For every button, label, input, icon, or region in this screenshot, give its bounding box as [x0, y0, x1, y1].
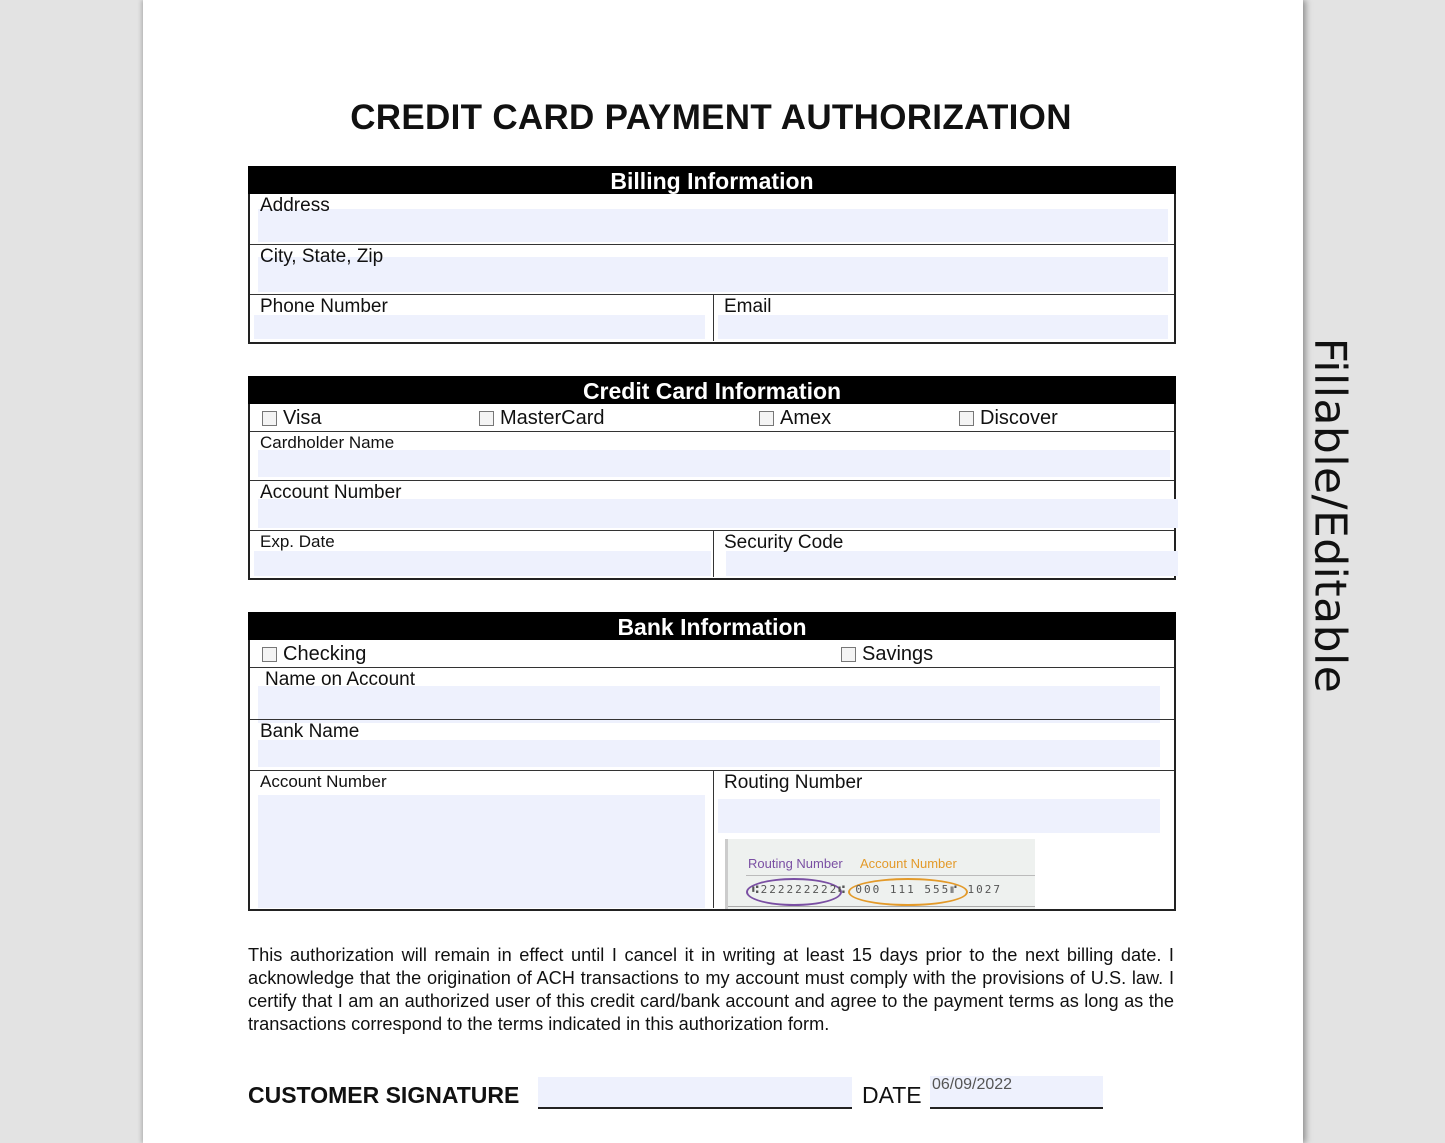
email-field[interactable]: [718, 315, 1168, 339]
bank-name-field[interactable]: [258, 740, 1160, 767]
cardholder-label: Cardholder Name: [260, 433, 395, 452]
checking-checkbox[interactable]: Checking: [262, 643, 366, 666]
account-type-row: [250, 640, 1174, 667]
mastercard-checkbox[interactable]: MasterCard: [479, 407, 604, 430]
card-account-number-label: Account Number: [260, 482, 402, 503]
bank-account-number-label: Account Number: [260, 772, 387, 791]
email-cell: [713, 295, 1174, 341]
routing-number-field[interactable]: [718, 799, 1160, 833]
check-routing-caption: Routing Number: [748, 856, 843, 871]
exp-security-row: [250, 530, 1174, 577]
visa-checkbox[interactable]: Visa: [262, 407, 322, 430]
check-account-caption: Account Number: [860, 856, 957, 871]
checkbox-icon: [262, 647, 277, 662]
card-type-row: [250, 404, 1174, 431]
sample-check-image: [725, 839, 1035, 909]
phone-label: Phone Number: [260, 296, 388, 317]
security-code-field[interactable]: [726, 551, 1178, 576]
check-divider: [746, 875, 1035, 876]
checkbox-icon: [759, 411, 774, 426]
customer-signature-label: CUSTOMER SIGNATURE: [248, 1082, 520, 1108]
phone-field[interactable]: [254, 315, 705, 339]
credit-card-section: [248, 376, 1176, 580]
check-bottom-edge: [728, 906, 1035, 907]
security-code-cell: [713, 531, 1174, 577]
fillable-editable-label: Fillable/Editable: [1304, 337, 1356, 693]
name-on-account-field[interactable]: [258, 686, 1160, 723]
checkbox-icon: [479, 411, 494, 426]
date-value: 06/09/2022: [932, 1076, 1013, 1093]
name-on-account-row: [250, 667, 1174, 719]
cardholder-row: [250, 431, 1174, 480]
billing-section: [248, 166, 1176, 344]
routing-number-label: Routing Number: [724, 772, 863, 793]
customer-signature-field[interactable]: [538, 1077, 852, 1109]
bank-account-cell: [250, 771, 713, 908]
phone-cell: [250, 295, 713, 341]
address-field[interactable]: [258, 209, 1168, 242]
city-row: [250, 244, 1174, 294]
address-row: [250, 194, 1174, 244]
email-label: Email: [724, 296, 772, 317]
bank-account-number-field[interactable]: [258, 795, 705, 908]
exp-date-field[interactable]: [254, 551, 711, 576]
checkbox-icon: [262, 411, 277, 426]
bank-name-row: [250, 719, 1174, 770]
city-state-zip-label: City, State, Zip: [260, 246, 384, 267]
card-account-row: [250, 480, 1174, 530]
savings-checkbox[interactable]: Savings: [841, 643, 933, 666]
checkbox-icon: [841, 647, 856, 662]
credit-card-header: Credit Card Information: [248, 376, 1176, 404]
bank-section: [248, 612, 1176, 911]
page-title: CREDIT CARD PAYMENT AUTHORIZATION: [350, 98, 1072, 137]
check-micr-line: ⑆222222222⑆ 000 111 555⑈ 1027: [752, 883, 1002, 896]
phone-email-row: [250, 294, 1174, 341]
bank-header: Bank Information: [248, 612, 1176, 640]
name-on-account-label: Name on Account: [265, 669, 415, 690]
bank-name-label: Bank Name: [260, 721, 360, 742]
checkbox-icon: [959, 411, 974, 426]
account-routing-row: [250, 770, 1174, 908]
address-label: Address: [260, 195, 330, 216]
exp-date-label: Exp. Date: [260, 532, 335, 551]
authorization-text: This authorization will remain in effect until I cancel it in writing at least 15 days prior to the next billing date. I acknowledge that the origination of ACH transactions to my account must comply with the provisions of U.S. law. I certify that I am an authorized user of this credit card/bank account and agree to the payment terms as long as the transactions correspond to the terms indicated in this authorization form.: [248, 945, 1174, 1034]
date-label: DATE: [862, 1082, 922, 1108]
cardholder-field[interactable]: [258, 450, 1170, 477]
discover-checkbox[interactable]: Discover: [959, 407, 1058, 430]
date-field[interactable]: [930, 1076, 1103, 1109]
exp-date-cell: [250, 531, 713, 577]
signature-row: [248, 1076, 1148, 1116]
billing-header: Billing Information: [248, 166, 1176, 194]
city-state-zip-field[interactable]: [258, 257, 1168, 292]
security-code-label: Security Code: [724, 532, 844, 553]
amex-checkbox[interactable]: Amex: [759, 407, 831, 430]
